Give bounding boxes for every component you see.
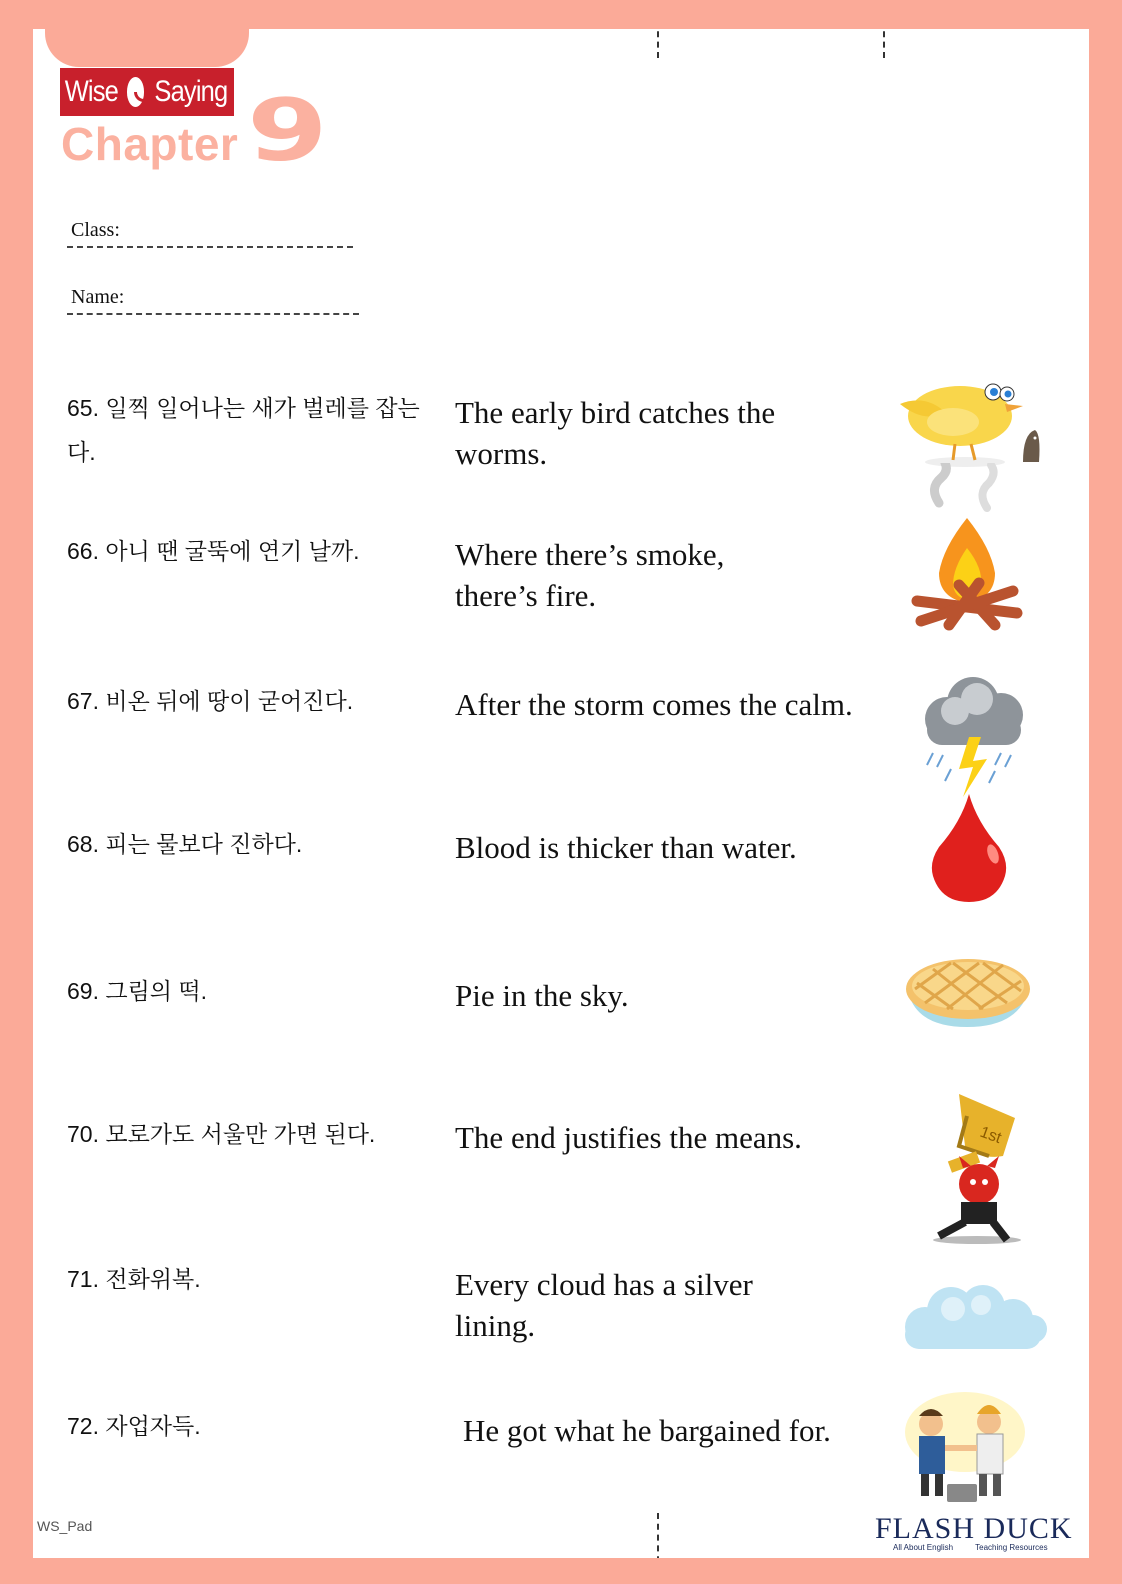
english-proverb: Blood is thicker than water. — [455, 830, 797, 865]
cloud-icon — [895, 1283, 1049, 1353]
corner-tab — [45, 29, 249, 67]
english-proverb: Pie in the sky. — [455, 978, 629, 1013]
brand-tag-right: Teaching Resources — [975, 1543, 1048, 1552]
worksheet-code: WS_Pad — [37, 1518, 93, 1534]
korean-proverb: 66. 아니 땐 굴뚝에 연기 날까. — [67, 538, 360, 564]
english-proverb: The early bird catches the worms. — [455, 395, 776, 471]
english-proverb: Every cloud has a silver lining. — [455, 1267, 753, 1343]
chapter-number: 9 — [247, 81, 328, 181]
cut-line-top-left — [657, 29, 659, 58]
smiley-icon — [127, 77, 145, 107]
brand-tag-left: All About English — [893, 1543, 954, 1552]
campfire-icon — [909, 463, 1027, 631]
name-field[interactable] — [67, 313, 359, 315]
korean-proverb: 69. 그림의 떡. — [67, 978, 208, 1004]
wise-saying-logo — [60, 68, 234, 116]
english-proverb: The end justifies the means. — [455, 1120, 802, 1155]
pie-icon — [903, 951, 1033, 1029]
bird-and-worm-icon — [895, 364, 1050, 470]
korean-proverb: 65. 일찍 일어나는 새가 벌레를 잡는다. — [67, 395, 420, 465]
worksheet-page — [33, 29, 1089, 1558]
chapter-label: Chapter — [61, 118, 239, 170]
handshake-icon — [889, 1392, 1029, 1504]
trophy-label: 1st — [977, 1123, 1004, 1148]
korean-proverb: 72. 자업자득. — [67, 1413, 201, 1439]
class-label: Class: — [71, 219, 120, 241]
flash-duck-logo — [875, 1512, 1075, 1558]
name-label: Name: — [71, 286, 125, 308]
class-field[interactable] — [67, 246, 353, 248]
brand-name: FLASH DUCK — [875, 1512, 1073, 1545]
logo-text-right: Saying — [154, 75, 228, 108]
korean-proverb: 71. 전화위복. — [67, 1266, 201, 1292]
english-proverb: Where there’s smoke, there’s fire. — [455, 537, 725, 613]
cut-line-top-right — [883, 29, 885, 58]
storm-cloud-icon — [915, 675, 1031, 799]
logo-text-left: Wise — [64, 75, 118, 108]
english-proverb: After the storm comes the calm. — [455, 687, 853, 722]
korean-proverb: 68. 피는 물보다 진하다. — [67, 831, 303, 857]
korean-proverb: 70. 모로가도 서울만 가면 된다. — [67, 1121, 376, 1147]
cut-line-bottom — [657, 1513, 659, 1558]
korean-proverb: 67. 비온 뒤에 땅이 굳어진다. — [67, 688, 354, 714]
devil-trophy-icon — [919, 1086, 1029, 1246]
blood-drop-icon — [929, 792, 1009, 904]
english-proverb: He got what he bargained for. — [463, 1413, 831, 1448]
